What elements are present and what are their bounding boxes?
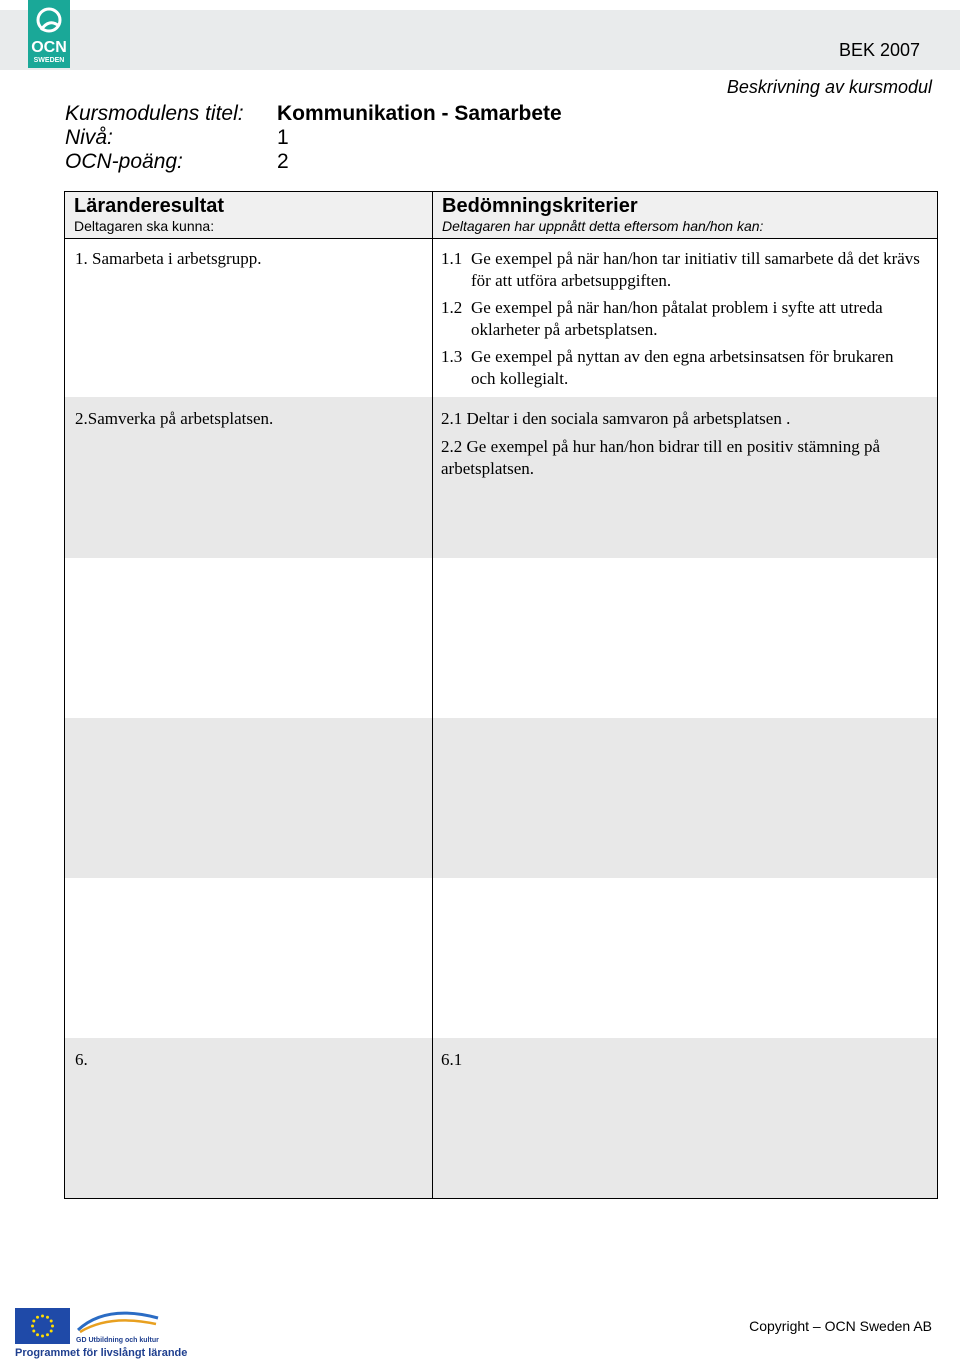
meta-level-row <box>65 126 562 150</box>
logo-ocn-text: OCN <box>31 39 67 56</box>
criterion-text: Ge exempel på när han/hon påtalat problem i syfte att utreda oklarheter på arbetsplatsen. <box>471 298 883 339</box>
criterion-text: Ge exempel på nyttan av den egna arbetsinsatsen för brukaren och kollegialt. <box>471 347 894 388</box>
criterion-2-1: 2.1 Deltar i den sociala samvaron på arbetsplatsen . <box>441 409 791 428</box>
ocn-logo-icon <box>35 6 63 38</box>
meta-title-value: Kommunikation - Samarbete <box>277 102 562 125</box>
outcome-1: 1. Samarbeta i arbetsgrupp. <box>75 249 262 268</box>
col-outcome-header <box>74 194 224 234</box>
outcome-6: 6. <box>75 1050 88 1069</box>
criteria-table <box>64 191 938 1199</box>
meta-points-label: OCN-poäng: <box>65 150 183 173</box>
header-band <box>0 10 960 70</box>
module-meta <box>65 102 562 174</box>
copyright: Copyright – OCN Sweden AB <box>749 1318 932 1334</box>
meta-points-value: 2 <box>277 150 289 173</box>
meta-points-row <box>65 150 562 174</box>
doc-type: Beskrivning av kursmodul <box>726 77 932 97</box>
doc-code: BEK 2007 <box>838 40 920 60</box>
table-header <box>65 192 937 239</box>
ocn-logo <box>28 0 70 68</box>
meta-title-row <box>65 102 562 126</box>
criterion-1-2 <box>441 297 921 341</box>
meta-level-value: 1 <box>277 126 289 149</box>
gd-label: GD Utbildning och kultur <box>76 1337 159 1344</box>
criterion-1-1 <box>441 248 921 292</box>
criterion-6-1: 6.1 <box>441 1050 463 1069</box>
col-criteria-header <box>442 194 763 234</box>
criterion-number: 1.1 <box>441 249 463 268</box>
criteria-1 <box>441 248 921 395</box>
meta-title-label: Kursmodulens titel: <box>65 102 244 125</box>
row-band-4 <box>65 718 937 878</box>
col-criteria-sub: Deltagaren har uppnått detta eftersom han/hon kan: <box>442 218 764 234</box>
outcome-2: 2.Samverka på arbetsplatsen. <box>75 409 274 428</box>
logo-sweden-text: SWEDEN <box>33 57 65 64</box>
col-criteria-title: Bedömningskriterier <box>442 195 638 217</box>
criterion-number: 1.3 <box>441 347 463 366</box>
col-outcome-title: Läranderesultat <box>74 195 225 217</box>
eu-flag-icon <box>15 1308 70 1344</box>
gd-education-logo <box>76 1308 161 1344</box>
criterion-2-2: 2.2 Ge exempel på hur han/hon bidrar till en positiv stämning på arbetsplatsen. <box>441 437 881 478</box>
criteria-2 <box>441 408 921 486</box>
row-band-3 <box>65 558 937 718</box>
column-divider <box>432 192 433 1198</box>
meta-level-label: Nivå: <box>65 126 113 149</box>
program-label: Programmet för livslångt lärande <box>15 1347 188 1359</box>
criterion-number: 1.2 <box>441 298 463 317</box>
criterion-1-3 <box>441 346 921 390</box>
criterion-text: Ge exempel på när han/hon tar initiativ till samarbete då det krävs för att utföra arbetsuppgiften. <box>471 249 920 290</box>
col-outcome-sub: Deltagaren ska kunna: <box>74 218 215 234</box>
row-band-5 <box>65 878 937 1038</box>
